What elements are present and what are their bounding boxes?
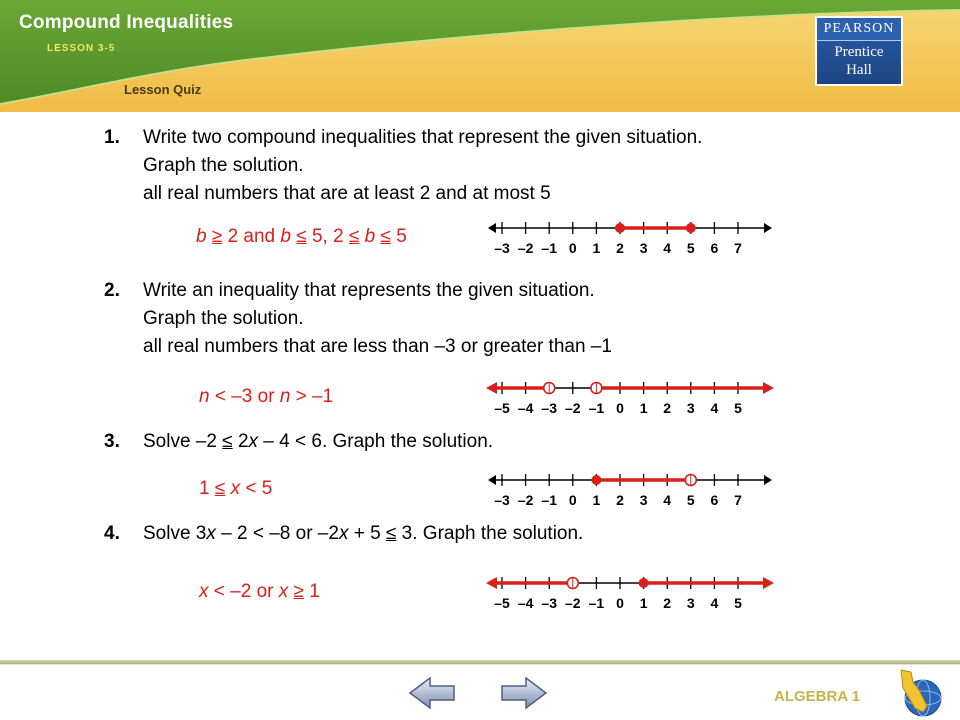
tick-label: 2 [616, 240, 624, 256]
problem-text: all real numbers that are less than –3 or greater than –1 [143, 336, 612, 357]
tick-label: –2 [517, 492, 534, 508]
tick-label: 3 [686, 400, 695, 416]
var: x [338, 523, 349, 544]
var: x [248, 431, 259, 452]
var: x [230, 478, 241, 499]
tick-label: –1 [541, 492, 557, 508]
tick-label: 4 [663, 240, 672, 256]
left-arrow-icon[interactable] [408, 676, 456, 710]
var: b [196, 226, 207, 247]
problem-number: 2. [104, 280, 120, 301]
answer-text: 5 [390, 226, 407, 247]
text-part: – 4 < 6. Graph the solution. [258, 431, 494, 452]
logo-line-2: Hall [846, 62, 872, 78]
tick-label: 1 [592, 492, 601, 508]
logo-line-1: Prentice [834, 44, 884, 60]
tick-label: 5 [734, 595, 742, 611]
symbol-leq: ≤ [348, 226, 360, 247]
closed-endpoint [639, 578, 649, 588]
var: n [199, 386, 210, 407]
tick-label: 6 [710, 240, 719, 256]
symbol-geq: ≥ [293, 581, 304, 602]
problem-number: 3. [104, 431, 120, 452]
closed-endpoint [591, 475, 601, 485]
tick-label: 0 [568, 492, 577, 508]
tick-label: –2 [517, 240, 534, 256]
answer-text: 1 [303, 581, 320, 602]
publisher-logo [815, 16, 903, 86]
number-line-1 [486, 216, 776, 260]
footer-divider-highlight [0, 664, 960, 665]
var: n [279, 386, 291, 407]
tick-label: 3 [639, 240, 648, 256]
tick-label: 7 [734, 240, 742, 256]
symbol-leq: ≤ [385, 523, 397, 544]
tick-label: –5 [494, 400, 510, 416]
problem-number: 1. [104, 127, 120, 148]
tick-label: –3 [494, 240, 510, 256]
tick-label: –3 [541, 595, 557, 611]
answer-text: 5, 2 [306, 226, 349, 247]
tick-label: 1 [639, 400, 648, 416]
answer [199, 581, 320, 603]
tick-label: 1 [639, 595, 648, 611]
var: x [199, 581, 209, 602]
tick-label: 5 [686, 240, 695, 256]
number-line-2 [486, 376, 776, 420]
globe-icon [893, 668, 943, 718]
answer [199, 478, 272, 500]
right-arrow-icon[interactable] [500, 676, 548, 710]
tick-label: –4 [517, 595, 534, 611]
tick-label: –3 [541, 400, 557, 416]
symbol-leq: ≤ [380, 226, 391, 247]
tick-label: –1 [588, 595, 605, 611]
problem-text: Write an inequality that represents the given situation. [143, 280, 595, 301]
problem-text [143, 523, 583, 545]
tick-label: 5 [734, 400, 742, 416]
problem-text: Graph the solution. [143, 308, 304, 329]
tick-label: 2 [663, 595, 672, 611]
tick-label: 0 [616, 400, 624, 416]
axis-arrow-left [488, 223, 496, 233]
symbol-leq: ≤ [296, 226, 307, 247]
tick-label: –2 [565, 400, 581, 416]
problem-text: all real numbers that are at least 2 and at most 5 [143, 183, 551, 204]
answer-text: < 5 [240, 478, 273, 499]
text-part: 2 [232, 431, 249, 452]
tick-label: 2 [663, 400, 672, 416]
var: x [278, 581, 289, 602]
answer-text: < –2 or [208, 581, 279, 602]
page-title: Compound Inequalities [19, 12, 234, 33]
text-part: Solve –2 [143, 431, 223, 452]
tick-label: –1 [588, 400, 605, 416]
tick-label: –1 [541, 240, 557, 256]
var: b [364, 226, 376, 247]
solution-arrow-left [486, 577, 497, 589]
problem-text: Write two compound inequalities that represent the given situation. [143, 127, 703, 148]
tick-label: 1 [592, 240, 601, 256]
tick-label: 3 [686, 595, 695, 611]
number-line-4 [486, 571, 776, 615]
tick-label: 7 [734, 492, 742, 508]
answer [196, 226, 407, 248]
symbol-leq: ≤ [214, 478, 226, 499]
tick-label: 4 [710, 400, 719, 416]
answer-text: 2 and [222, 226, 281, 247]
closed-endpoint [686, 223, 696, 233]
symbol-leq: ≤ [222, 431, 233, 452]
tick-label: 4 [663, 492, 672, 508]
problem-text: Graph the solution. [143, 155, 304, 176]
tick-label: 2 [616, 492, 624, 508]
tick-label: –2 [565, 595, 581, 611]
tick-label: 0 [568, 240, 577, 256]
answer [199, 386, 333, 408]
section-label: Lesson Quiz [124, 82, 202, 97]
lesson-label: LESSON 3-5 [47, 43, 116, 54]
tick-label: 3 [639, 492, 648, 508]
tick-label: 5 [686, 492, 695, 508]
solution-arrow-right [763, 577, 774, 589]
axis-arrow-right [764, 223, 772, 233]
closed-endpoint [615, 223, 625, 233]
tick-label: –5 [494, 595, 510, 611]
answer-text: > –1 [290, 386, 334, 407]
text-part: Solve 3 [143, 523, 207, 544]
problem-number: 4. [104, 523, 120, 544]
tick-label: –4 [517, 400, 534, 416]
solution-arrow-right [763, 382, 774, 394]
text-part: + 5 [348, 523, 386, 544]
axis-arrow-left [488, 475, 496, 485]
text-part: – 2 < –8 or –2 [215, 523, 339, 544]
answer-text: 1 [199, 478, 215, 499]
text-part: 3. Graph the solution. [396, 523, 584, 544]
tick-label: 6 [710, 492, 719, 508]
tick-label: 0 [616, 595, 624, 611]
tick-label: –3 [494, 492, 510, 508]
var: x [206, 523, 216, 544]
answer-text: < –3 or [209, 386, 280, 407]
logo-brand: PEARSON [823, 21, 895, 36]
tick-label: 4 [710, 595, 719, 611]
symbol-geq: ≥ [211, 226, 223, 247]
solution-arrow-left [486, 382, 497, 394]
var: b [280, 226, 291, 247]
axis-arrow-right [764, 475, 772, 485]
header-banner [0, 0, 960, 112]
number-line-3 [486, 468, 776, 512]
problem-text [143, 431, 493, 453]
course-label: ALGEBRA 1 [774, 688, 861, 705]
